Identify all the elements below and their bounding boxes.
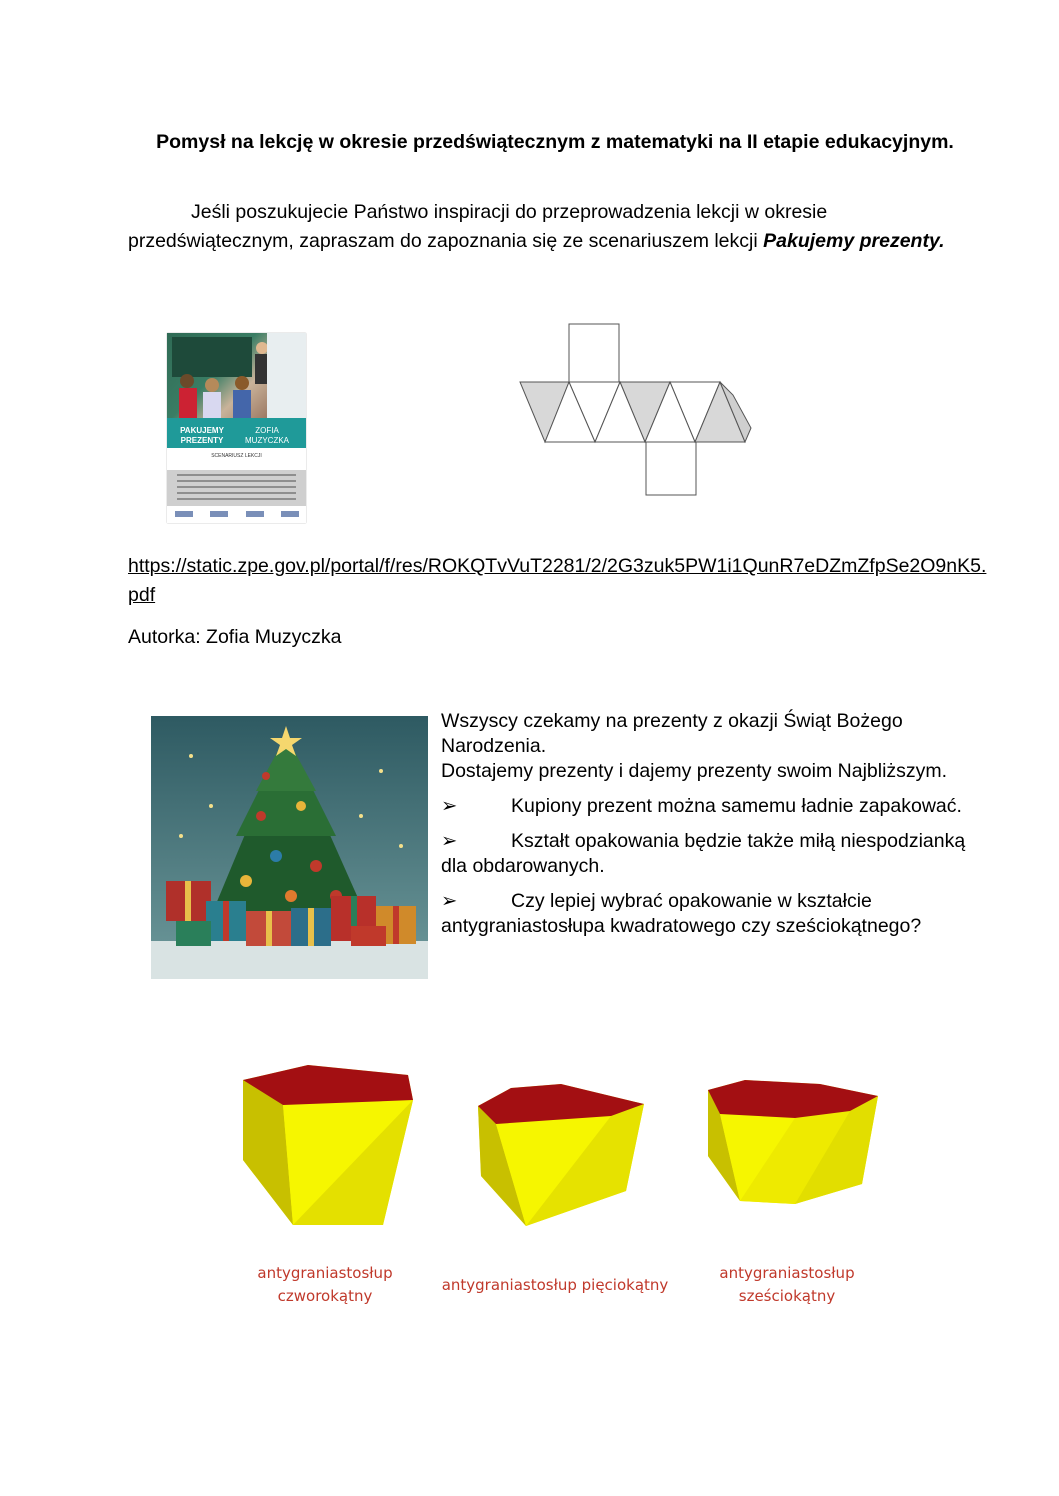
- cover-logos: [175, 511, 299, 517]
- pentagonal-antiprism-image: [466, 1066, 656, 1236]
- scenario-cover-image: [167, 333, 306, 523]
- intro-emphasis: Pakujemy prezenty.: [763, 229, 945, 252]
- intro-paragraph: [128, 198, 948, 255]
- list-item: [441, 794, 981, 819]
- bullet-text: Kształt opakowania będzie także miłą niespodzianką dla obdarowanych.: [441, 830, 966, 877]
- christmas-tree-image: [151, 716, 428, 979]
- square-antiprism-image: [233, 1040, 423, 1240]
- intro-text: Jeśli poszukujecie Państwo inspiracji do przeprowadzenia lekcji w okresie przedświątecznym, zapraszam do zapoznania się ze scenariuszem lekcji: [128, 201, 828, 252]
- document-title: Pomysł na lekcję w okresie przedświątecznym z matematyki na II etapie edukacyjnym.: [156, 131, 954, 153]
- list-item: [441, 829, 981, 879]
- bullet-text: Czy lepiej wybrać opakowanie w kształcie antygraniastosłupa kwadratowego czy sześciokątnego?: [441, 890, 922, 937]
- scenario-link[interactable]: https://static.zpe.gov.pl/portal/f/res/ROKQTvVuT2281/2/2G3zuk5PW1i1QunR7eDZmZfpSe2O9nK5.pdf: [128, 555, 987, 606]
- caption-pentagonal-antiprism: antygraniastosłup pięciokątny: [441, 1276, 669, 1294]
- cover-subtitle: SCENARIUSZ LEKCJI: [211, 453, 262, 459]
- gift-line-1: Wszyscy czekamy na prezenty z okazji Świąt Bożego Narodzenia.: [441, 710, 903, 757]
- antiprism-net-diagram: [515, 320, 755, 500]
- arrow-bullet-icon: ➢: [441, 890, 458, 912]
- caption-hexagonal-antiprism: antygraniastosłup sześciokątny: [719, 1264, 855, 1305]
- cover-text-block: [167, 470, 306, 506]
- caption-square-antiprism: antygraniastosłup czworokątny: [257, 1264, 393, 1305]
- gift-text-block: [441, 709, 981, 949]
- hexagonal-antiprism-image: [700, 1066, 890, 1226]
- classroom-photo: [167, 333, 306, 418]
- bullet-text: Kupiony prezent można samemu ładnie zapakować.: [511, 795, 962, 817]
- cover-title-right: ZOFIA MUZYCZKA: [245, 426, 289, 445]
- arrow-bullet-icon: ➢: [441, 830, 458, 852]
- list-item: [441, 889, 981, 939]
- arrow-bullet-icon: ➢: [441, 795, 458, 817]
- gift-line-2: Dostajemy prezenty i dajemy prezenty swoim Najbliższym.: [441, 760, 948, 782]
- cover-title-left: PAKUJEMY PREZENTY: [180, 426, 224, 445]
- author-line: Autorka: Zofia Muzyczka: [128, 626, 342, 648]
- cover-title-band: [167, 418, 306, 448]
